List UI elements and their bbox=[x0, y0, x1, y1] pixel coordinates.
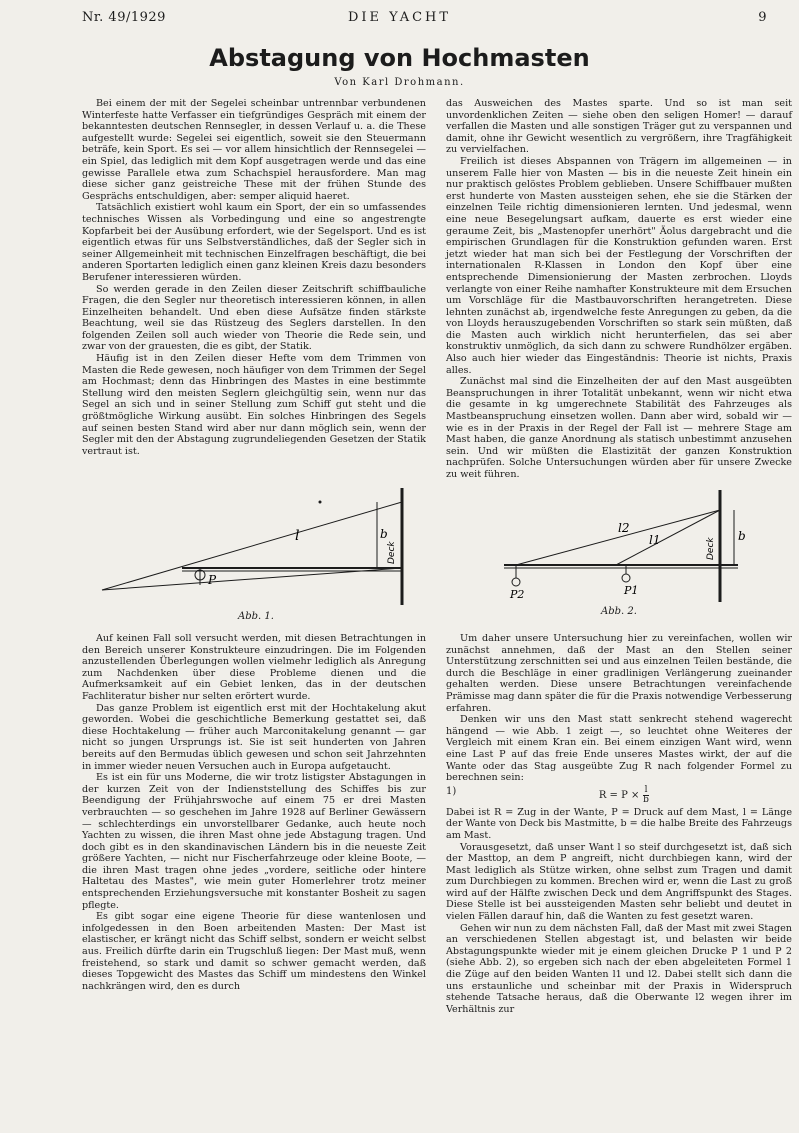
figure-abb-2 bbox=[486, 482, 786, 602]
column-lower-right bbox=[446, 633, 792, 1015]
label-b: b bbox=[380, 527, 388, 541]
paragraph: Tatsächlich existiert wohl kaum ein Sport, der ein so umfassendes technisches Wissen als Vorbedingung und eine so angestrengte Kopfarbeit bei der Ausübung erfordert, wie der Segelsport. Und es ist eigentlich etwas für uns Selbstverständliches, daß der Segler sich in seiner Allgemeinheit mit technischen Einzelfragen beschäftigt, die bei anderen Sportarten lediglich einen ganz kleinen Kreis dazu besonders Berufener interessieren würden. bbox=[82, 202, 426, 283]
label-l: l bbox=[295, 528, 300, 544]
label-l2: l2 bbox=[618, 521, 630, 535]
paragraph: Es ist ein für uns Moderne, die wir trotz listigster Abstagungen in der kurzen Zeit von der Indienststellung des Schiffes bis zur Beendigung der Frühjahrswoche auf einem 75 er drei Masten verbrauchten — so geschehen im Jahre 1928 auf Berliner Gewässern — schlechterdings ein unvorstellbarer Gedanke, auch heute noch Yachten zu wissen, die ihren Mast ohne jede Abstagung tragen. Und doch gibt es in den skandinavischen Ländern bis in die neueste Zeit größere Yachten, — nicht nur Fischerfahrzeuge oder kleine Boote, — die ihren Mast tragen ohne jedes „vordere, seitliche oder hintere Haltetau des Mastes", wie mein guter Homerlehrer trotz meiner entsprechenden Erziehungsversuche mit konstanter Bosheit zu sagen pflegte. bbox=[82, 772, 426, 911]
label-p: P bbox=[208, 573, 217, 587]
label-deck: Deck bbox=[387, 541, 397, 564]
paragraph: Vorausgesetzt, daß unser Want l so steif durchgesetzt ist, daß sich der Masttop, an dem P angreift, nicht durchbiegen kann, wird der Mast lediglich als Stütze wirken, ohne selbst zum Tragen und damit zum Durchbiegen zu kommen. Brechen wird er, wenn die Last zu groß wird auf der Hälfte zwischen Deck und dem Angriffspunkt des Stages. Diese Stelle ist bei aussteigenden Masten sehr beliebt und deutet in vielen Fällen darauf hin, daß die Wanten zu fest gesetzt waren. bbox=[446, 841, 792, 923]
wire-l bbox=[102, 502, 402, 590]
article-author: Von Karl Drohmann. bbox=[334, 77, 465, 88]
label-l1: l1 bbox=[649, 533, 661, 547]
page-number: 9 bbox=[758, 10, 767, 25]
label-b: b bbox=[738, 529, 746, 543]
load-p1-circle bbox=[622, 574, 630, 582]
formula-fraction bbox=[643, 786, 650, 805]
paragraph: Dabei ist R = Zug in der Wante, P = Druck auf dem Mast, l = Länge der Wante von Deck bis Mastmitte, b = die halbe Breite des Fahrzeugs am Mast. bbox=[446, 806, 792, 841]
wire-l1 bbox=[616, 510, 720, 565]
paragraph: das Ausweichen des Mastes sparte. Und so ist man seit unvordenklichen Zeiten — siehe oben den seligen Homer! — darauf verfallen die Masten und alle sonstigen Träger gut zu verspannen und damit, ohne ihr Gewicht wesentlich zu vergrößern, ihre Tragfähigkeit zu vervielfachen. bbox=[446, 98, 792, 156]
paragraph: Häufig ist in den Zeilen dieser Hefte vom dem Trimmen von Masten die Rede gewesen, noch häufiger von dem Trimmen der Segel am Hochmast; denn das Hinbringen des Mastes in eine bestimmte Stellung wird den meisten Seglern gleichgültig sein, wenn nur das Segel an sich und in seiner Stellung zum Schiff gut steht und die größtmögliche Wirkung ausübt. Ein solches Hinbringen des Segels auf seinen besten Stand wird aber nur dann möglich sein, wenn der Segler mit den der Abstagung zugrundeliegenden Gesetzen der Statik vertraut ist. bbox=[82, 353, 426, 457]
paragraph: Zunächst mal sind die Einzelheiten der auf den Mast ausgeübten Beanspruchungen in ihrer Totalität unbekannt, wenn wir nicht etwa die gesamte in kg umgerechnete Stabilität des Fahrzeuges als Mastbeanspruchung einsetzen wollen. Dann aber wird, sobald wir — wie es in der Praxis in der Regel der Fall ist — mehrere Stage am Mast haben, die ganze Anordnung als statisch unbestimmt anzusehen sein. Und wir müßten die Elastizität der ganzen Konstruktion nachprüfen. Solche Untersuchungen würden aber für unsere Zwecke zu weit führen. bbox=[446, 376, 792, 480]
column-upper-right bbox=[446, 98, 792, 481]
paragraph: Auf keinen Fall soll versucht werden, mit diesen Betrachtungen in den Bereich unserer Konstrukteure einzudringen. Die im Folgenden anzustellenden Überlegungen wollen vielmehr lediglich als Anregung zum Nachdenken über diese Probleme dienen und die Aufmerksamkeit auf ein Gebiet lenken, das in der deutschen Fachliteratur bisher nur selten erörtert wurde. bbox=[82, 633, 426, 702]
label-p1: P1 bbox=[624, 584, 639, 597]
paragraph: Denken wir uns den Mast statt senkrecht stehend wagerecht hängend — wie Abb. 1 zeigt —, so leuchtet ohne Weiteres der Vergleich mit einem Kran ein. Bei einem einzigen Want wird, wenn eine Last P auf das freie Ende unseres Mastes wirkt, der auf die Wante oder das Stag ausgeübte Zug R nach folgender Formel zu berechnen sein: bbox=[446, 714, 792, 784]
paragraph: Um daher unsere Untersuchung hier zu vereinfachen, wollen wir zunächst annehmen, daß der Mast an den Stellen seiner Unterstützung zerschnitten sei und aus einzelnen Teilen bestände, die durch die Beschläge in einer gradlinigen Verlängerung zueinander gehalten werden. Diese unsere Betrachtungen vereinfachende Prämisse mag dann später die für die Praxis notwendige Verbesserung erfahren. bbox=[446, 633, 792, 714]
formula-lhs: R = P × bbox=[598, 789, 640, 801]
figure-abb-1 bbox=[92, 480, 432, 605]
paragraph: Das ganze Problem ist eigentlich erst mit der Hochtakelung akut geworden. Wobei die geschichtliche Bemerkung gestattet sei, daß diese Hochtakelung — früher auch Marconitakelung genannt — gar nicht so jungen Ursprungs ist. Sie ist seit hunderten von Jahren bereits auf den Bermudas üblich gewesen und schon seit Jahrzehnten in immer wieder neuen Versuchen auch in Europa aufgetaucht. bbox=[82, 702, 426, 772]
formula-denominator: b bbox=[643, 794, 649, 805]
wire-l2 bbox=[516, 510, 720, 565]
paragraph: Gehen wir nun zu dem nächsten Fall, daß der Mast mit zwei Stagen an verschiedenen Stellen abgestagt ist, und belasten wir beide Abstagungspunkte wieder mit je einem gleichen Drucke P 1 und P 2 (siehe Abb. 2), so ergeben sich nach der eben abgeleiteten Formel 1 die Züge auf den beiden Wanten l1 und l2. Dabei stellt sich dann die uns erstaunliche und scheinbar mit der Praxis in Widerspruch stehende Tatsache heraus, daß die Oberwante l2 wegen ihrer im Verhältnis zur bbox=[446, 922, 792, 1015]
load-p2-circle bbox=[512, 578, 520, 586]
column-lower-left bbox=[82, 633, 426, 992]
caption-abb-2: Abb. 2. bbox=[601, 606, 637, 617]
formula-numerator: l bbox=[644, 784, 648, 795]
column-upper-left bbox=[82, 98, 426, 457]
paragraph: So werden gerade in den Zeilen dieser Zeitschrift schiffbauliche Fragen, die den Segler nur theoretisch interessieren können, in allen Einzelheiten behandelt. Und eben diese Aufsätze finden stärkste Beachtung, weil sie das Rüstzeug des Seglers darstellen. In den folgenden Zeilen soll auch wieder von Theorie die Rede sein, und zwar von der grauesten, die es gibt, der Statik. bbox=[82, 283, 426, 353]
formula-number: 1) bbox=[446, 785, 457, 797]
formula-1 bbox=[446, 786, 792, 805]
paragraph: Freilich ist dieses Abspannen von Trägern im allgemeinen — in unserem Falle hier von Masten — bis in die neueste Zeit hinein ein nur praktisch gelöstes Problem geblieben. Unsere Schiffbauer mußten erst hunderte von Masten aussteigen sehen, ehe sie die Stärken der einzelnen Teile richtig dimensionieren lernten. Und jedesmal, wenn eine neue Besegelungsart aufkam, dauerte es erst wieder eine geraume Zeit, bis „Mastenopfer unerhört" Äolus dargebracht und die empirischen Grundlagen für die Konstruktion gefunden waren. Erst jetzt wieder hat man sich bei der Festlegung der Vorschriften der internationalen R-Klassen in London den Kopf über eine entsprechende Dimensionierung der Masten zerbrochen. Lloyds verlangte von einer Reihe namhafter Konstrukteure mit dem Ersuchen um Vorschläge für die Mastbauvorschriften herangetreten. Diese lehnten zunächst ab, irgendwelche feste Anregungen zu geben, da die von Lloyds herauszugebenden Vorschriften so stark sein müßten, daß die Masten auch wirklich nicht herunterfielen, das sei aber konstruktiv unmöglich, da sich dann zu schwere Rundhölzer ergäben. Also auch hier wieder das Eingeständnis: Theorie ist nichts, Praxis alles. bbox=[446, 155, 792, 376]
paragraph: Es gibt sogar eine eigene Theorie für diese wantenlosen und infolgedessen in den Boen arbeitenden Masten: Der Mast ist elastischer, er krängt nicht das Schiff selbst, sondern er weicht selbst aus. Freilich dürfte darin ein Trugschluß liegen: Der Mast muß, wenn freistehend, so stark und damit so schwer gemacht werden, daß dieses Topgewicht des Mastes das Schiff um mindestens den Winkel nachkrängen wird, den es durch bbox=[82, 911, 426, 992]
issue-number: Nr. 49/1929 bbox=[82, 10, 166, 25]
label-deck: Deck bbox=[706, 537, 716, 560]
magazine-name: DIE YACHT bbox=[347, 10, 452, 25]
paragraph: Bei einem der mit der Segelei scheinbar untrennbar verbundenen Winterfeste hatte Verfasser ein tiefgründiges Gespräch mit einem der bekanntesten deutschen Rennsegler, in dessen Verlauf u. a. die These aufgestellt wurde: Segelei sei eigentlich, soweit sie den Steuermann beträfe, kein Sport. Es sei — vor allem hinsichtlich der Rennsegelei — ein Spiel, das lediglich mit dem Kopf ausgetragen werde und das eine gewisse Parallele etwa zum Schachspiel herausfordere. Man mag diese sicher ganz geistreiche These mit der frühen Stunde des Gesprächs entschuldigen, aber: semper aliquid haeret. bbox=[82, 98, 426, 202]
article-title: Abstagung von Hochmasten bbox=[209, 44, 590, 72]
caption-abb-1: Abb. 1. bbox=[238, 611, 274, 622]
label-p2: P2 bbox=[510, 588, 525, 601]
